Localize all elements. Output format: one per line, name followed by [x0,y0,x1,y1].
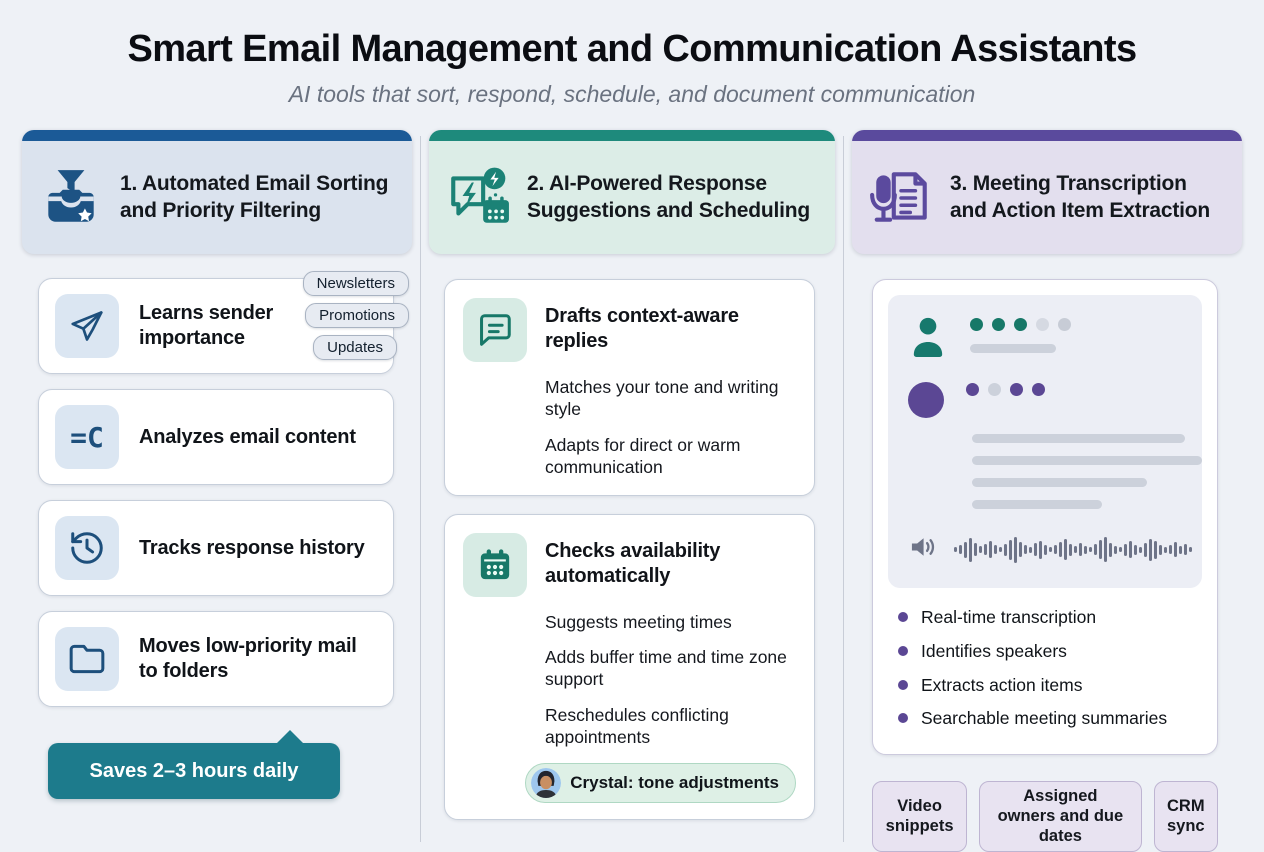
person-icon [908,315,948,364]
column-email-sorting [22,130,412,852]
card-title: Analyzes email content [139,425,356,448]
crystal-pill-label: Crystal: tone adjustments [570,772,779,792]
card-subitem: Suggests meeting times [545,611,732,632]
card-moves-low-priority-mail [38,611,394,707]
list-item: Identifies speakers [898,640,1198,663]
paper-plane-icon [55,294,119,358]
column1-title: 1. Automated Email Sorting and Priority Filtering [120,172,389,222]
card-analyzes-email-content [38,389,394,485]
card-title: Tracks response history [139,536,365,559]
card-tracks-response-history [38,500,394,596]
column-divider [420,136,421,842]
tag-newsletters: Newsletters [303,271,409,296]
card-checks-availability [444,514,815,820]
transcript-line [972,478,1147,487]
transcription-features-list [898,606,1198,730]
card-title: Checks availability automatically [545,539,721,587]
card-title: Drafts context-aware replies [545,305,739,352]
transcript-mockup [888,295,1202,588]
mic-document-icon [868,165,934,231]
bullet-icon [898,680,908,690]
list-item: Searchable meeting summaries [898,707,1198,730]
column-divider [843,136,844,842]
time-saved-callout [48,743,340,799]
chat-lightning-calendar-icon [445,165,511,231]
card-subitem: Adds buffer time and time zone support [545,646,787,690]
crystal-avatar [531,768,561,798]
transcript-line [972,456,1202,465]
speaker1-line [970,344,1056,353]
email-category-tags [303,271,409,360]
tag-video-snippets: Video snippets [872,781,967,852]
transcript-paragraph [972,434,1184,509]
columns-container [0,130,1264,852]
callout-arrow-up [276,730,304,744]
speaker1-dots [970,318,1071,331]
folder-icon [55,627,119,691]
card-subitem: Reschedules conflicting appointments [545,704,729,748]
card-learns-sender-importance [38,275,395,374]
column-ai-responses [429,130,835,852]
column1-header [22,130,412,254]
tag-crm-sync: CRM sync [1154,781,1218,852]
callout-label: Saves 2–3 hours daily [89,759,299,782]
transcription-output-tags [872,781,1218,852]
card-subitem: Matches your tone and writing style [545,377,779,420]
card-subitem: Adapts for direct or warm communication [545,434,741,478]
transcript-line [972,434,1185,443]
tag-promotions: Promotions [305,303,409,328]
equals-c-glyph-icon: =C [55,405,119,469]
speaker2-avatar [908,382,944,418]
card-drafts-replies [444,279,815,496]
bullet-icon [898,646,908,656]
page-title: Smart Email Management and Communication Assistants [127,28,1137,70]
waveform [954,537,1192,563]
speaker-icon [908,533,938,566]
funnel-inbox-icon [38,165,104,231]
column3-header [852,130,1242,254]
card-title: Learns sender importance [139,302,274,349]
page-subtitle: AI tools that sort, respond, schedule, and document communication [288,81,976,107]
column2-accent-bar [429,130,835,141]
tag-updates: Updates [313,335,397,360]
column1-accent-bar [22,130,412,141]
calendar-icon [463,533,527,597]
transcription-card [872,279,1218,755]
bullet-icon [898,713,908,723]
list-item: Extracts action items [898,674,1198,697]
tag-assigned-owners: Assigned owners and due dates [979,781,1141,852]
history-icon [55,516,119,580]
speaker2-dots [966,383,1045,396]
chat-lines-icon [463,298,527,362]
column3-accent-bar [852,130,1242,141]
crystal-tone-pill [525,763,796,803]
column2-title: 2. AI-Powered Response Suggestions and Scheduling [527,172,810,222]
column3-title: 3. Meeting Transcription and Action Item Extraction [950,172,1211,222]
list-item: Real-time transcription [898,606,1198,629]
column-meeting-transcription [852,130,1242,852]
column2-header [429,130,835,254]
bullet-icon [898,612,908,622]
card-title: Moves low-priority mail to folders [139,635,357,682]
transcript-line [972,500,1102,509]
